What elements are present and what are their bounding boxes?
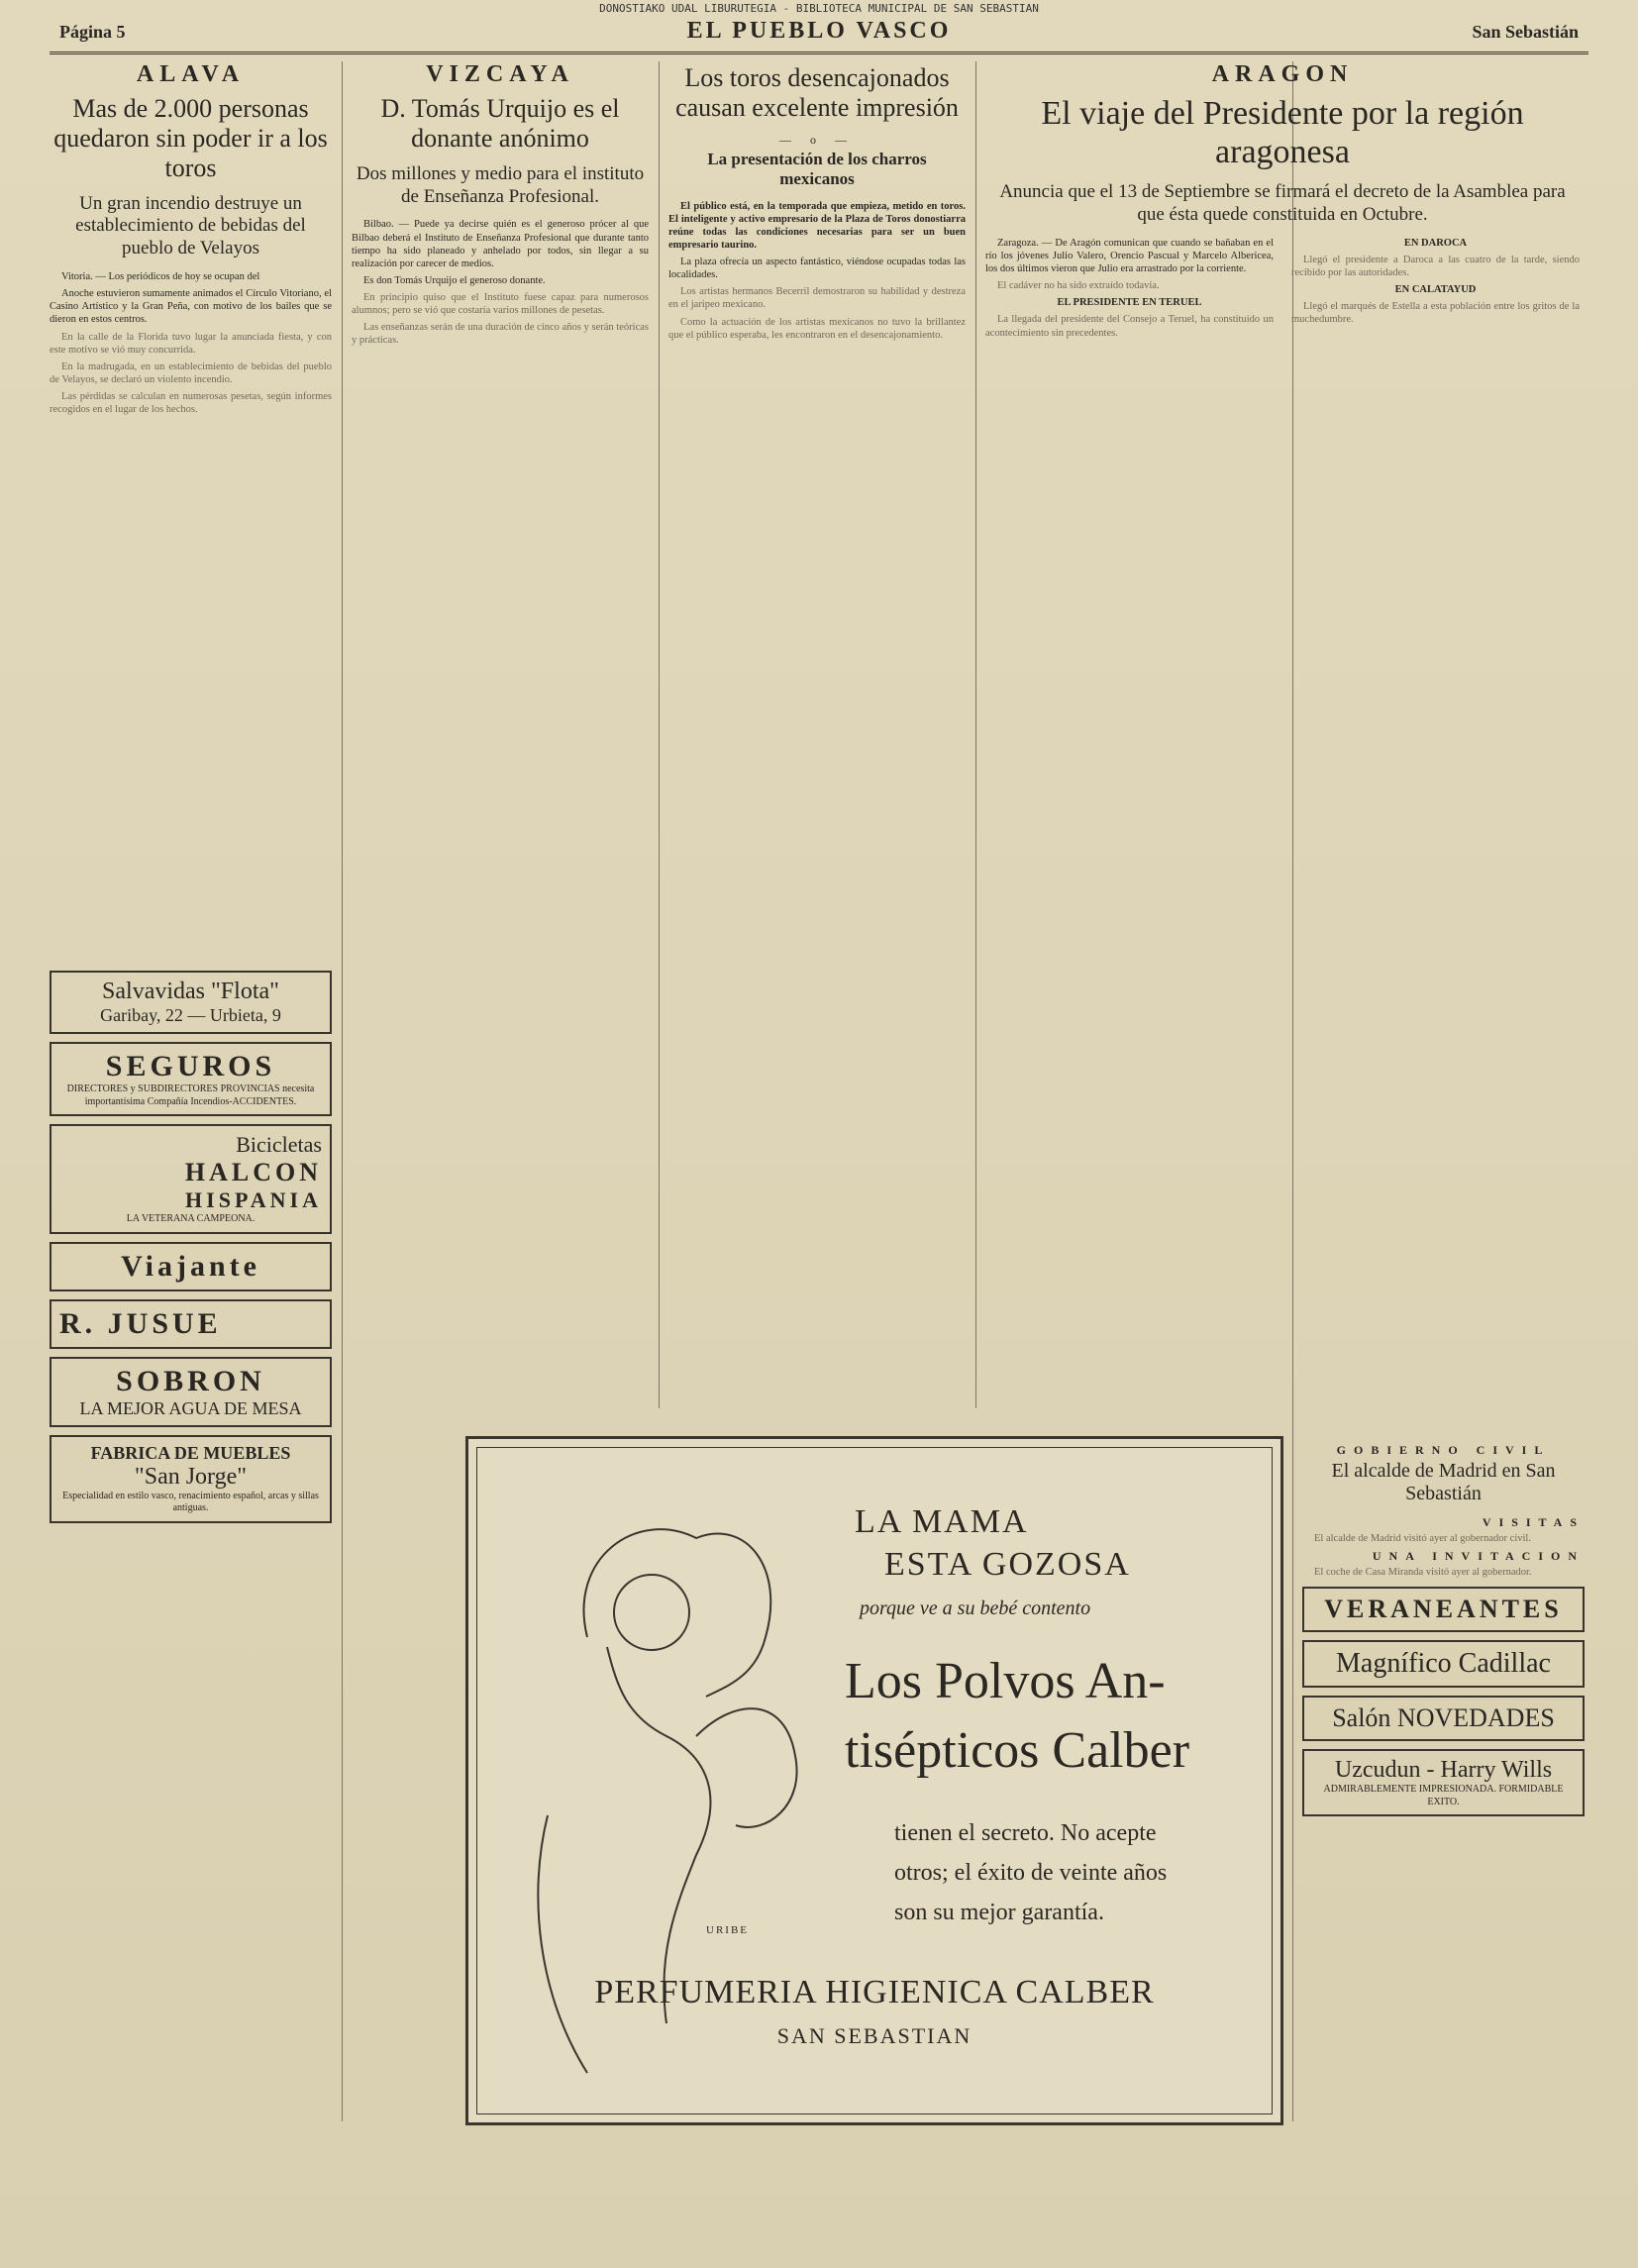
ad-line-1: LA MAMA	[855, 1503, 1029, 1540]
visitas-heading: VISITAS	[1482, 1515, 1585, 1529]
toros-subhead: La presentación de los charros mexicanos	[707, 149, 927, 189]
masthead	[50, 16, 1588, 50]
right-lower-column: GOBIERNO CIVIL El alcalde de Madrid en San Sebastián VISITAS El alcalde de Madrid visitó ayer al gobernador civil. UNA INVITACION El coche de Casa Miranda visitó ayer al gobernador. VERANEANTES Magnífico Cadillac Salón NOVEDADES Uzcudun - Harry Wills ADMIRABLEMENTE IMPRESIONADA. FORMIDABLE EXITO.	[1302, 1441, 1585, 1824]
section-alava: ALAVA	[136, 61, 246, 87]
vizcaya-body: Bilbao. — Puede ya decirse quién es el generoso prócer al que Bilbao deberá el Instituto de Enseñanza Profesional que durante tanto tiempo ha sido planeado y anhelado por todos, sin llegar a su realización por carecer de medios. Es don Tomás Urquijo el generoso donante. En principio quiso que el Instituto fuese capaz para numerosos alumnos; pero se vió que costaría varios millones de pesetas. Las enseñanzas serán de una duración de cinco años y serán teóricas y prácticas.	[352, 219, 649, 347]
invitacion-heading: UNA INVITACION	[1372, 1549, 1585, 1564]
column-rule-1	[342, 61, 343, 2121]
ad-calber	[465, 1436, 1283, 2125]
ad-muebles: FABRICA DE MUEBLES "San Jorge" Especialidad en estilo vasco, renacimiento español, arcas y sillas antiguas.	[50, 1435, 332, 1523]
aragon-subhead: Anuncia que el 13 de Septiembre se firmará el decreto de la Asamblea para que ésta quede constituida en Octubre.	[999, 181, 1566, 225]
aragon-column	[985, 61, 1580, 340]
archive-caption: DONOSTIAKO UDAL LIBURUTEGIA - BIBLIOTECA MUNICIPAL DE SAN SEBASTIAN	[599, 2, 1039, 15]
ad-brand: PERFUMERIA HIGIENICA CALBER	[594, 1974, 1155, 2010]
ad-line-6: son su mejor garantía.	[894, 1900, 1104, 1925]
ad-bicicletas: Bicicletas HALCON HISPANIA LA VETERANA CAMPEONA.	[50, 1124, 332, 1234]
newspaper-title: EL PUEBLO VASCO	[686, 18, 952, 44]
column-rule-3	[975, 61, 976, 1408]
ad-city: SAN SEBASTIAN	[776, 2023, 973, 2048]
vizcaya-headline: D. Tomás Urquijo es el donante anónimo	[380, 94, 620, 153]
ad-line-5: otros; el éxito de veinte años	[894, 1860, 1168, 1886]
ad-viajante: Viajante	[50, 1242, 332, 1291]
ad-line-4: tienen el secreto. No acepte	[894, 1820, 1157, 1846]
alava-column	[50, 61, 332, 1531]
vizcaya-column	[352, 61, 649, 352]
alava-subhead: Un gran incendio destruye un establecimiento de bebidas del pueblo de Velayos	[75, 192, 306, 259]
ad-product-2: tisépticos Calber	[845, 1722, 1190, 1779]
toros-body: El público está, en la temporada que empieza, metido en toros. El inteligente y activo empresario de la Plaza de Toros donostiarra reúne todas las condiciones necesarias para ser un buen empresario taurino. La plaza ofrecía un aspecto fantástico, viéndose ocupadas todas las localidades. Los artistas hermanos Becerril demostraron su habilidad y destreza en el jaripeo mexicano. Como la actuación de los artistas mexicanos no tuvo la brillantez que el público esperaba, les encontraron en el desencajonamiento.	[668, 200, 966, 341]
aragon-headline: El viaje del Presidente por la región aragonesa	[1041, 95, 1524, 171]
vizcaya-subhead: Dos millones y medio para el instituto de Enseñanza Profesional.	[356, 162, 645, 207]
city: San Sebastián	[1472, 22, 1579, 42]
ad-sobron: SOBRON LA MEJOR AGUA DE MESA	[50, 1357, 332, 1427]
ad-seguros: SEGUROS DIRECTORES y SUBDIRECTORES PROVINCIAS necesita importantísima Compañía Incendios-ACCIDENTES.	[50, 1042, 332, 1116]
toros-column: Los toros desencajonados causan excelente impresión — o — La presentación de los charros mexicanos El público está, en la temporada que empieza, metido en toros. El inteligente y activo empresario de la Plaza de Toros donostiarra reúne todas las condiciones necesarias para ser un buen empresario taurino. La plaza ofrecía un aspecto fantástico, viéndose ocupadas todas las localidades. Los artistas hermanos Becerril demostraron su habilidad y destreza en el jaripeo mexicano. Como la actuación de los artistas mexicanos no tuvo la brillantez que el público esperaba, les encontraron en el desencajonamiento.	[668, 63, 966, 341]
page-number: Página 5	[59, 22, 126, 42]
ad-line-3: porque ve a su bebé contento	[860, 1598, 1091, 1619]
toros-headline: Los toros desencajonados causan excelente impresión	[675, 63, 959, 122]
ad-uzcudun: Uzcudun - Harry Wills ADMIRABLEMENTE IMPRESIONADA. FORMIDABLE EXITO.	[1302, 1749, 1585, 1816]
top-rule	[50, 52, 1588, 54]
mother-baby-illustration	[468, 1439, 1280, 2122]
ad-salvavidas: Salvavidas "Flota" Garibay, 22 — Urbieta, 9	[50, 971, 332, 1034]
ad-signature: URIBE	[706, 1924, 749, 1936]
column-rule-4	[1292, 61, 1293, 2121]
section-vizcaya: VIZCAYA	[426, 61, 574, 87]
gobierno-civil-heading: GOBIERNO CIVIL	[1336, 1443, 1551, 1457]
alava-body: Vitoria. — Los periódicos de hoy se ocupan del Anoche estuvieron sumamente animados el Círculo Vitoriano, el Casino Artístico y la Gran Peña, con motivo de los bailes que se dieron en estos centros. En la calle de la Florida tuvo lugar la anunciada fiesta, y con este motivo se vió muy concurrida. En la madrugada, en un establecimiento de bebidas del pueblo de Velayos, se declaró un violento incendio. Las pérdidas se calculan en numerosas pesetas, según informes recogidos en el lugar de los hechos.	[50, 271, 332, 416]
section-aragon: ARAGON	[1211, 61, 1354, 87]
aragon-body: Zaragoza. — De Aragón comunican que cuando se bañaban en el río los jóvenes Julio Valero, Orencio Pascual y Marcelo Albericea, los dos últimos vieron que Julio era arrastrado por la corriente. El cadáver no ha sido extraído todavía. EL PRESIDENTE EN TERUEL La llegada del presidente del Consejo a Teruel, ha constituído un acontecimiento sin precedentes. EN DAROCA Llegó el presidente a Daroca a las cuatro de la tarde, siendo recibido por las autoridades. EN CALATAYUD Llegó el marqués de Estella a esta población entre los gritos de la muchedumbre.	[985, 237, 1580, 339]
ad-line-2: ESTA GOZOSA	[884, 1546, 1131, 1583]
ad-cadillac: Magnífico Cadillac	[1302, 1640, 1585, 1688]
ad-product-1: Los Polvos An-	[845, 1653, 1166, 1709]
column-rule-2	[659, 61, 660, 1408]
ad-veraneantes: VERANEANTES	[1302, 1587, 1585, 1632]
alava-headline: Mas de 2.000 personas quedaron sin poder ir a los toros	[53, 94, 328, 182]
alcalde-headline: El alcalde de Madrid en San Sebastián	[1331, 1460, 1556, 1504]
ad-novedades: Salón NOVEDADES	[1302, 1696, 1585, 1741]
ad-jusue: R. JUSUE	[50, 1299, 332, 1349]
